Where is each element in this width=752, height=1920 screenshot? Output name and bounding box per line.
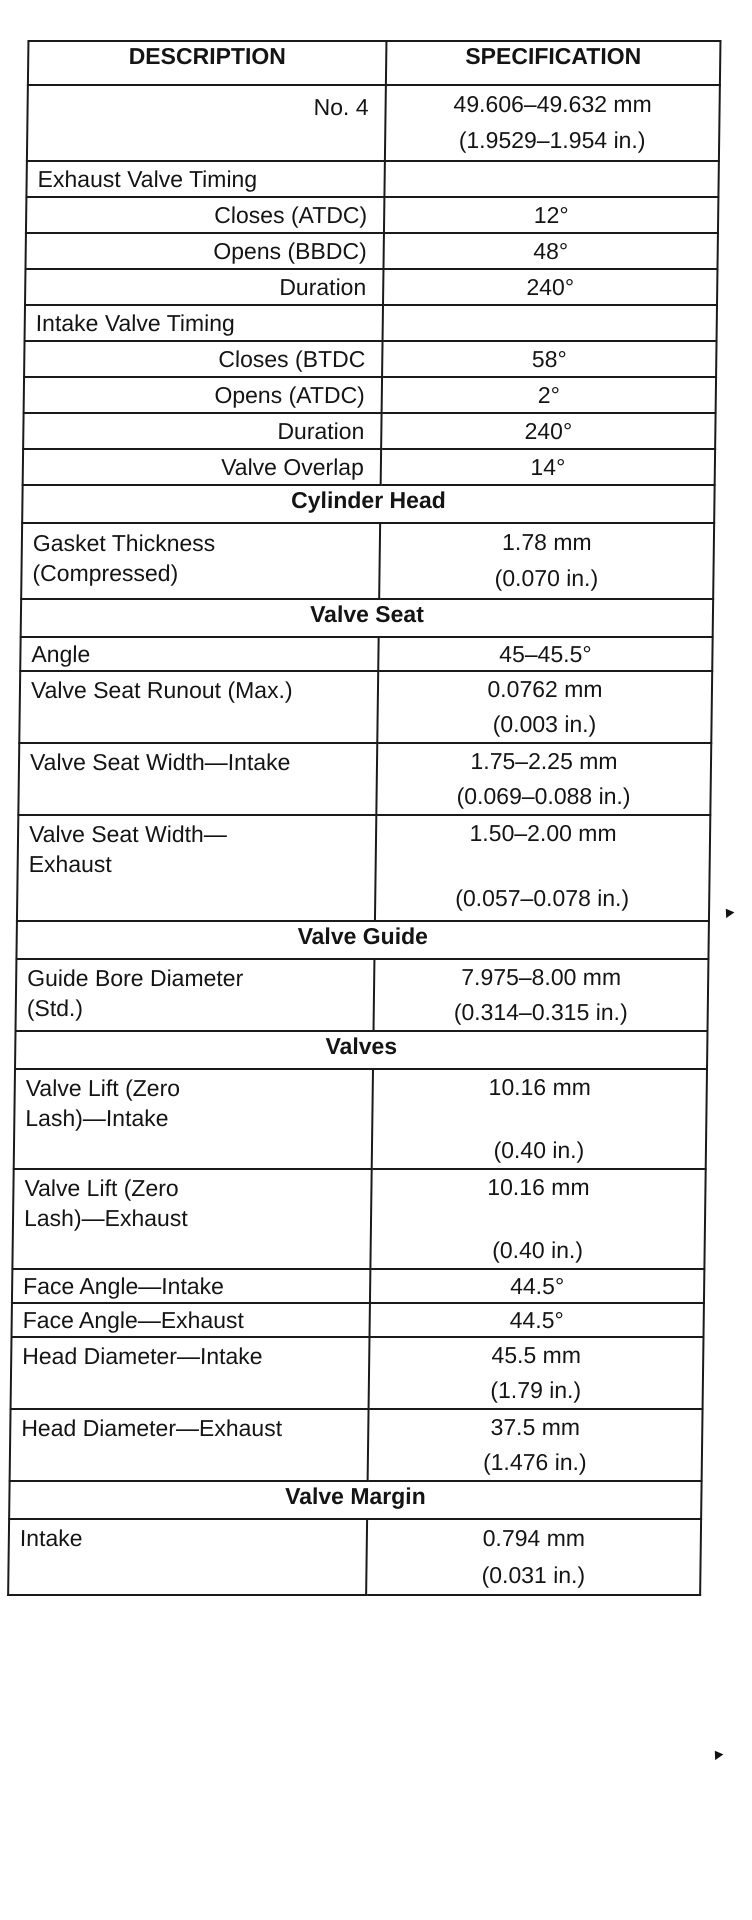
spec-imperial: (0.070 in.) (494, 565, 599, 591)
row-description-line: Intake (19, 1525, 83, 1551)
row-description-line: Valve Lift (Zero (25, 1075, 181, 1101)
table-row (25, 233, 717, 269)
section-title: Valve Margin (9, 1481, 701, 1519)
row-description (27, 85, 386, 161)
spec-metric: 0.794 mm (482, 1525, 586, 1551)
row-description-line: Exhaust (28, 851, 112, 877)
table-row (19, 671, 712, 743)
row-description: Opens (BBDC) (25, 233, 383, 269)
row-description-line: Valve Seat Width—Intake (29, 749, 291, 775)
table-header-row (28, 41, 721, 85)
table-row (24, 377, 716, 413)
table-row (12, 1169, 705, 1269)
section-header-row (15, 1031, 707, 1069)
row-description-line: Guide Bore Diameter (27, 965, 244, 991)
spec-metric: 10.16 mm (487, 1174, 590, 1200)
row-description (11, 1337, 370, 1409)
row-description (10, 1409, 369, 1481)
row-specification (374, 959, 709, 1031)
row-specification (370, 1169, 705, 1269)
row-specification (376, 743, 711, 815)
spec-metric: 0.0762 mm (487, 676, 603, 702)
row-specification: 44.5° (369, 1303, 703, 1337)
table-row (23, 413, 715, 449)
table-row (20, 637, 712, 671)
row-description (18, 743, 377, 815)
row-specification: 44.5° (370, 1269, 704, 1303)
table-row (16, 959, 709, 1031)
section-header-row (21, 599, 713, 637)
spec-metric: 49.606–49.632 mm (453, 91, 652, 117)
spacer (373, 1105, 705, 1133)
group-title: Intake Valve Timing (25, 305, 383, 341)
row-description-line: Head Diameter—Exhaust (21, 1415, 283, 1441)
table-row (10, 1409, 703, 1481)
spec-imperial: (0.003 in.) (492, 711, 597, 737)
spec-metric: 45.5 mm (491, 1342, 582, 1368)
spec-imperial: (0.057–0.078 in.) (455, 885, 630, 911)
row-description: Closes (ATDC) (26, 197, 384, 233)
row-description (8, 1519, 367, 1595)
row-description: Opens (ATDC) (24, 377, 382, 413)
row-description-line: Head Diameter—Intake (22, 1343, 263, 1369)
table-row (17, 815, 710, 921)
section-header-row (16, 921, 708, 959)
table-row (14, 1069, 707, 1169)
row-specification (383, 305, 717, 341)
table-row (12, 1269, 704, 1303)
row-specification (384, 161, 718, 197)
row-specification: 12° (384, 197, 718, 233)
row-description (16, 959, 375, 1031)
table-row (25, 305, 717, 341)
spec-metric: 37.5 mm (490, 1414, 581, 1440)
description-header: DESCRIPTION (28, 41, 387, 85)
row-specification: 14° (381, 449, 715, 485)
row-specification: 240° (381, 413, 715, 449)
table-row (11, 1303, 703, 1337)
spacer (372, 1205, 704, 1233)
table-row (27, 85, 720, 161)
spec-imperial: (0.069–0.088 in.) (456, 783, 631, 809)
row-specification: 2° (382, 377, 716, 413)
row-description: Face Angle—Intake (12, 1269, 370, 1303)
table-row (8, 1519, 701, 1595)
row-specification: 240° (383, 269, 717, 305)
row-description (19, 671, 378, 743)
row-specification (369, 1337, 704, 1409)
row-description (14, 1069, 373, 1169)
spec-imperial: (1.476 in.) (482, 1449, 587, 1475)
spec-imperial: (0.40 in.) (492, 1237, 584, 1263)
spec-imperial: (0.314–0.315 in.) (453, 999, 628, 1025)
spec-imperial: (1.9529–1.954 in.) (458, 127, 646, 153)
row-description-line: Gasket Thickness (32, 530, 216, 556)
row-description-line: Lash)—Exhaust (23, 1205, 188, 1231)
row-specification (385, 85, 720, 161)
table-row (25, 269, 717, 305)
spec-metric: 1.78 mm (501, 529, 592, 555)
row-description-line: Lash)—Intake (25, 1105, 169, 1131)
section-title: Valve Guide (16, 921, 708, 959)
row-description: Duration (23, 413, 381, 449)
spec-metric: 1.50–2.00 mm (469, 820, 617, 846)
row-description: Valve Overlap (23, 449, 381, 485)
row-description: Face Angle—Exhaust (11, 1303, 369, 1337)
table-row (26, 197, 718, 233)
row-description-line: Valve Lift (Zero (24, 1175, 179, 1201)
row-description-line: (Compressed) (32, 560, 179, 586)
row-specification (368, 1409, 703, 1481)
spec-imperial: (0.40 in.) (493, 1137, 585, 1163)
row-specification (372, 1069, 707, 1169)
row-description: Angle (20, 637, 378, 671)
group-title: Exhaust Valve Timing (26, 161, 384, 197)
table-row (23, 449, 715, 485)
row-description (21, 523, 380, 599)
row-specification: 48° (383, 233, 717, 269)
spacer (376, 851, 708, 881)
section-header-row (9, 1481, 701, 1519)
scan-mark-icon (711, 1748, 724, 1760)
row-specification (375, 815, 710, 921)
row-description-line: Valve Seat Runout (Max.) (30, 677, 293, 703)
row-description-text: No. 4 (313, 94, 369, 120)
section-title: Valves (15, 1031, 707, 1069)
spec-metric: 1.75–2.25 mm (470, 748, 618, 774)
row-description (17, 815, 376, 921)
row-description-line: (Std.) (26, 995, 84, 1021)
row-specification (379, 523, 714, 599)
row-specification (366, 1519, 701, 1595)
table-row (11, 1337, 704, 1409)
row-description: Closes (BTDC (24, 341, 382, 377)
spec-metric: 10.16 mm (488, 1074, 592, 1100)
row-specification: 58° (382, 341, 716, 377)
table-row (18, 743, 711, 815)
spec-imperial: (1.79 in.) (490, 1377, 582, 1403)
table-row (24, 341, 716, 377)
spec-metric: 7.975–8.00 mm (461, 964, 622, 990)
section-title: Valve Seat (21, 599, 713, 637)
row-description-line: Valve Seat Width— (28, 821, 227, 847)
section-header-row (22, 485, 714, 523)
row-description (12, 1169, 371, 1269)
spec-imperial: (0.031 in.) (481, 1562, 586, 1588)
specification-table (7, 40, 721, 1596)
specification-header: SPECIFICATION (386, 41, 721, 85)
table-row (21, 523, 714, 599)
scan-mark-icon (722, 906, 735, 918)
table-row (26, 161, 718, 197)
row-specification: 45–45.5° (378, 637, 712, 671)
row-specification (377, 671, 712, 743)
row-description: Duration (25, 269, 383, 305)
section-title: Cylinder Head (22, 485, 714, 523)
